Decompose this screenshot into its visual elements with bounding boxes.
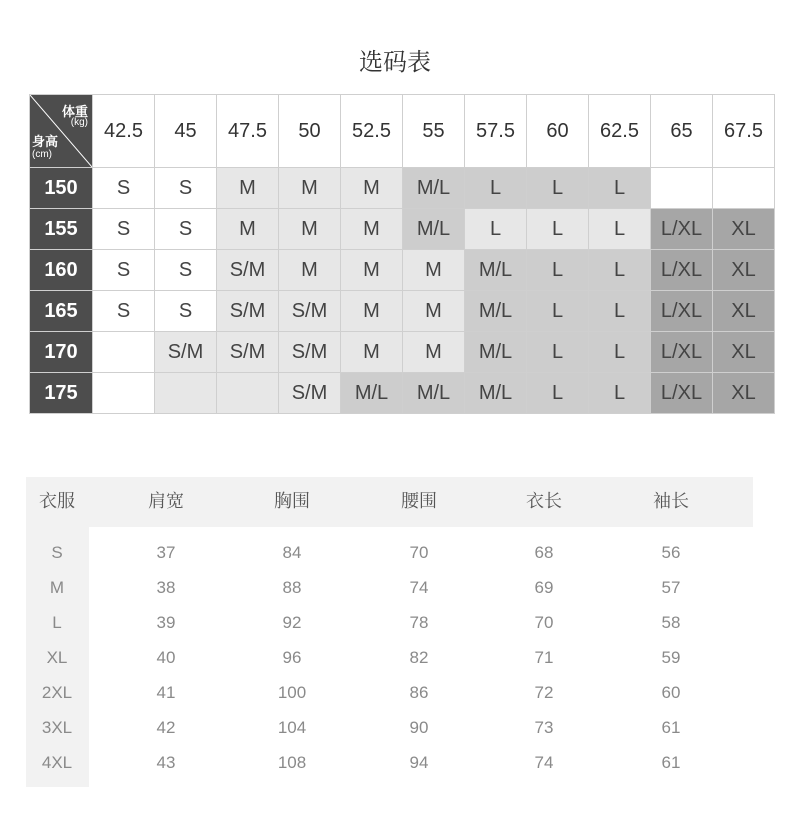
size-cell: S/M bbox=[217, 291, 278, 331]
size-cell: M/L bbox=[465, 332, 526, 372]
measurement-size-label: XL bbox=[46, 648, 68, 667]
measurement-value-cell: 41 bbox=[156, 683, 176, 702]
size-cell: L bbox=[527, 373, 588, 413]
measurement-value-cell: 43 bbox=[156, 753, 176, 772]
size-cell bbox=[155, 373, 216, 413]
size-cell: L/XL bbox=[651, 291, 712, 331]
size-cell: L bbox=[589, 291, 650, 331]
measurement-value-cell: 100 bbox=[277, 683, 307, 702]
measurement-value-cell: 78 bbox=[409, 613, 429, 632]
measurement-value-cell: 61 bbox=[661, 718, 681, 737]
size-cell: L bbox=[527, 168, 588, 208]
measurement-size-label: 2XL bbox=[41, 683, 73, 702]
corner-weight-label: 体重 bbox=[61, 104, 88, 119]
height-row-header: 155 bbox=[30, 209, 92, 249]
size-cell: S bbox=[155, 168, 216, 208]
size-cell: S bbox=[93, 250, 154, 290]
size-cell: S bbox=[93, 168, 154, 208]
size-cell bbox=[93, 332, 154, 372]
measurement-value-cell: 82 bbox=[409, 648, 429, 667]
measurement-value-cell: 39 bbox=[156, 613, 176, 632]
measurement-value-cell: 37 bbox=[156, 543, 176, 562]
measurement-value-cell: 38 bbox=[156, 578, 176, 597]
measurement-value-cell: 60 bbox=[661, 683, 681, 702]
size-cell: S bbox=[155, 209, 216, 249]
size-cell: S/M bbox=[217, 332, 278, 372]
measurement-value-cell: 90 bbox=[409, 718, 429, 737]
weight-header-cell: 67.5 bbox=[713, 95, 774, 167]
measurement-value-cell: 56 bbox=[661, 543, 681, 562]
size-cell: M/L bbox=[403, 168, 464, 208]
size-cell: S/M bbox=[155, 332, 216, 372]
size-cell: L/XL bbox=[651, 373, 712, 413]
size-chart-corner bbox=[30, 95, 92, 167]
measurement-header-cell: 胸围 bbox=[274, 491, 310, 512]
measurement-value-cell: 70 bbox=[409, 543, 429, 562]
measurement-size-label: M bbox=[49, 578, 65, 597]
weight-header-cell: 50 bbox=[279, 95, 340, 167]
size-cell bbox=[93, 373, 154, 413]
size-cell bbox=[713, 168, 774, 208]
size-cell: L/XL bbox=[651, 250, 712, 290]
height-row-header: 175 bbox=[30, 373, 92, 413]
size-cell: L bbox=[589, 332, 650, 372]
size-cell: S bbox=[93, 209, 154, 249]
size-cell: M bbox=[403, 332, 464, 372]
size-cell: M bbox=[341, 209, 402, 249]
measurement-value-cell: 57 bbox=[661, 578, 681, 597]
size-cell: L/XL bbox=[651, 332, 712, 372]
size-cell: M/L bbox=[403, 209, 464, 249]
size-cell: L bbox=[589, 373, 650, 413]
size-cell: S bbox=[93, 291, 154, 331]
measurement-value-cell: 108 bbox=[277, 753, 307, 772]
measurement-value-cell: 40 bbox=[156, 648, 176, 667]
measurement-value-cell: 70 bbox=[534, 613, 554, 632]
size-cell bbox=[651, 168, 712, 208]
size-cell: XL bbox=[713, 332, 774, 372]
measurement-header-cell: 腰围 bbox=[401, 491, 437, 512]
measurement-header-cell: 袖长 bbox=[653, 491, 689, 512]
height-row-header: 150 bbox=[30, 168, 92, 208]
weight-header-cell: 45 bbox=[155, 95, 216, 167]
size-cell: L bbox=[589, 250, 650, 290]
measurement-value-cell: 73 bbox=[534, 718, 554, 737]
size-cell: L bbox=[589, 209, 650, 249]
size-cell: L bbox=[527, 250, 588, 290]
measurement-value-cell: 72 bbox=[534, 683, 554, 702]
measurement-header-cell: 肩宽 bbox=[148, 491, 184, 512]
size-cell: S/M bbox=[279, 373, 340, 413]
size-cell: M bbox=[403, 250, 464, 290]
weight-header-cell: 62.5 bbox=[589, 95, 650, 167]
weight-header-cell: 42.5 bbox=[93, 95, 154, 167]
size-cell: L bbox=[465, 209, 526, 249]
size-cell: S/M bbox=[217, 250, 278, 290]
measurement-value-cell: 96 bbox=[282, 648, 302, 667]
measurement-size-label: L bbox=[52, 613, 62, 632]
weight-header-cell: 65 bbox=[651, 95, 712, 167]
measurement-value-cell: 74 bbox=[409, 578, 429, 597]
corner-height-label: 身高 bbox=[32, 134, 59, 149]
measurement-value-cell: 88 bbox=[282, 578, 302, 597]
size-cell: M bbox=[217, 209, 278, 249]
size-cell bbox=[217, 373, 278, 413]
size-cell: XL bbox=[713, 291, 774, 331]
measurement-value-cell: 68 bbox=[534, 543, 554, 562]
size-cell: M bbox=[403, 291, 464, 331]
size-cell: M/L bbox=[465, 250, 526, 290]
size-cell: M bbox=[217, 168, 278, 208]
height-row-header: 165 bbox=[30, 291, 92, 331]
size-chart-table bbox=[29, 94, 775, 414]
size-cell: S/M bbox=[279, 332, 340, 372]
size-cell: S/M bbox=[279, 291, 340, 331]
measurement-value-cell: 58 bbox=[661, 613, 681, 632]
size-cell: M/L bbox=[465, 291, 526, 331]
measurement-size-label: 3XL bbox=[41, 718, 73, 737]
corner-height-unit: (cm) bbox=[32, 149, 52, 160]
measurement-size-label: 4XL bbox=[41, 753, 73, 772]
size-cell: XL bbox=[713, 373, 774, 413]
measurement-value-cell: 86 bbox=[409, 683, 429, 702]
measurement-value-cell: 69 bbox=[534, 578, 554, 597]
size-cell: M/L bbox=[403, 373, 464, 413]
size-cell: M/L bbox=[341, 373, 402, 413]
measurement-size-label: S bbox=[51, 543, 63, 562]
size-cell: M/L bbox=[465, 373, 526, 413]
size-cell: M bbox=[341, 168, 402, 208]
size-cell: L bbox=[527, 209, 588, 249]
height-row-header: 170 bbox=[30, 332, 92, 372]
measurement-value-cell: 42 bbox=[156, 718, 176, 737]
measurement-header-cell: 衣服 bbox=[39, 491, 75, 512]
measurement-value-cell: 74 bbox=[534, 753, 554, 772]
weight-header-cell: 60 bbox=[527, 95, 588, 167]
size-cell: M bbox=[279, 209, 340, 249]
size-cell: M bbox=[341, 250, 402, 290]
size-cell: M bbox=[279, 168, 340, 208]
measurement-value-cell: 71 bbox=[534, 648, 554, 667]
measurement-value-cell: 84 bbox=[282, 543, 302, 562]
size-cell: S bbox=[155, 250, 216, 290]
weight-header-cell: 57.5 bbox=[465, 95, 526, 167]
size-cell: M bbox=[341, 332, 402, 372]
weight-header-cell: 47.5 bbox=[217, 95, 278, 167]
page-title: 选码表 bbox=[359, 48, 431, 76]
height-row-header: 160 bbox=[30, 250, 92, 290]
measurement-header-cell: 衣长 bbox=[526, 491, 562, 512]
corner-weight-unit: (kg) bbox=[70, 117, 88, 128]
measurement-value-cell: 94 bbox=[409, 753, 429, 772]
size-cell: L bbox=[589, 168, 650, 208]
size-cell: M bbox=[341, 291, 402, 331]
size-cell: L bbox=[527, 291, 588, 331]
size-cell: L bbox=[527, 332, 588, 372]
size-cell: L bbox=[465, 168, 526, 208]
measurement-value-cell: 104 bbox=[277, 718, 307, 737]
size-cell: XL bbox=[713, 209, 774, 249]
measurement-value-cell: 92 bbox=[282, 613, 302, 632]
measurement-table bbox=[26, 477, 753, 787]
size-cell: S bbox=[155, 291, 216, 331]
size-cell: L/XL bbox=[651, 209, 712, 249]
measurement-value-cell: 61 bbox=[661, 753, 681, 772]
measurement-value-cell: 59 bbox=[661, 648, 681, 667]
size-cell: M bbox=[279, 250, 340, 290]
weight-header-cell: 55 bbox=[403, 95, 464, 167]
size-cell: XL bbox=[713, 250, 774, 290]
weight-header-cell: 52.5 bbox=[341, 95, 402, 167]
